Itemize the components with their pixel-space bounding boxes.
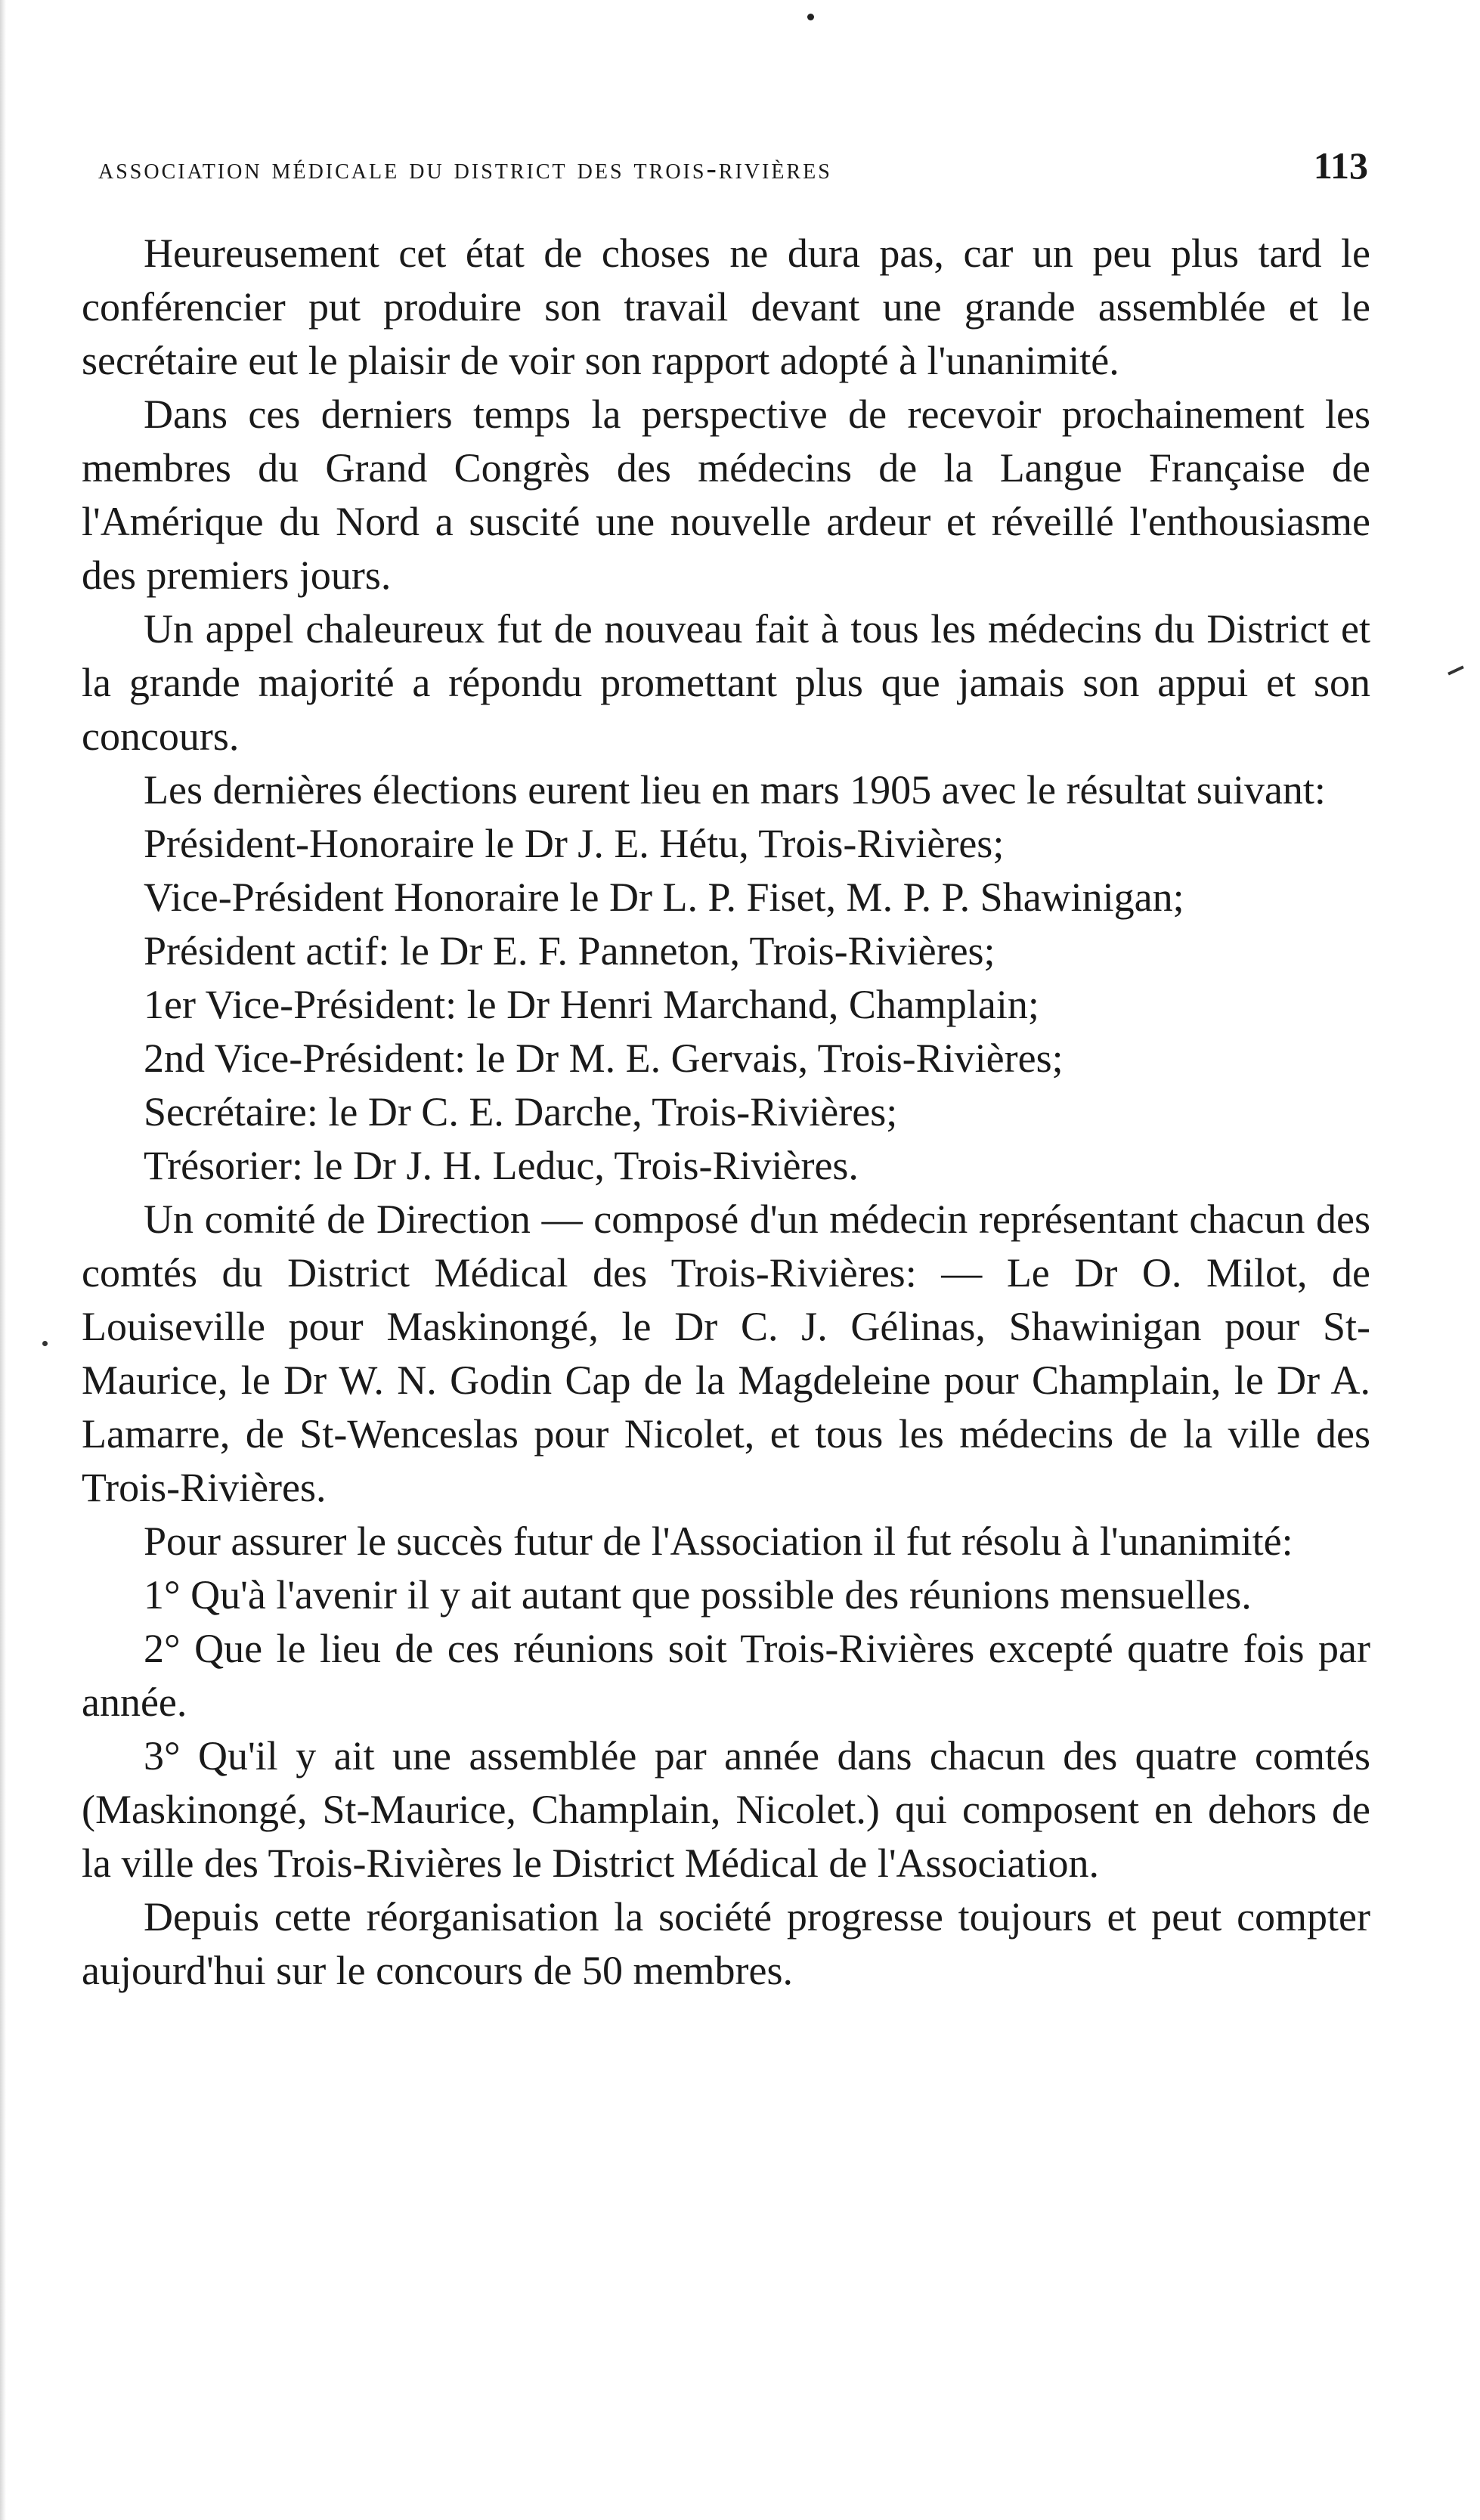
print-speck [42,1341,48,1346]
officer-entry: Secrétaire: le Dr C. E. Darche, Trois-Rivières; [144,1089,898,1135]
officer-entry: Trésorier: le Dr J. H. Leduc, Trois-Rivières. [144,1143,859,1188]
officer-entry: 2nd Vice-Président: le Dr M. E. Gervais, Trois-Rivières; [144,1036,1064,1081]
page-edge-shadow [0,0,6,2520]
committee-paragraph: Un comité de Direction — composé d'un médecin représentant chacun des comtés du District Médical des Trois-Rivières: — Le Dr O. Milot, de Louiseville pour Maskinongé, le Dr C. J. Gélinas, Shawinigan pour St-Maurice, le Dr W. N. Godin Cap de la Magdeleine pour Champlain, le Dr A. Lamarre, de St-Wenceslas pour Nicolet, et tous les médecins de la ville des Trois-Rivières. [82,1197,1370,1510]
running-title: association médicale du district des trois-rivières [98,151,832,185]
resolution-intro: Pour assurer le succès futur de l'Association il fut résolu à l'unanimité: [144,1519,1293,1564]
running-head [98,144,1368,189]
margin-mark [1447,666,1464,676]
resolution-item: 1° Qu'à l'avenir il y ait autant que possible des réunions mensuelles. [144,1572,1252,1618]
paragraph: Heureusement cet état de choses ne dura pas, car un peu plus tard le conférencier put produire son travail devant une grande assemblée et le secrétaire eut le plaisir de voir son rapport adopté à l'unanimité. [82,231,1370,383]
closing-paragraph: Depuis cette réorganisation la société progresse toujours et peut compter aujourd'hui sur le concours de 50 membres. [82,1894,1370,1993]
officer-entry: 1er Vice-Président: le Dr Henri Marchand, Champlain; [144,982,1039,1027]
officer-entry: Président-Honoraire le Dr J. E. Hétu, Trois-Rivières; [144,821,1005,866]
resolution-item: 2° Que le lieu de ces réunions soit Trois-Rivières excepté quatre fois par année. [82,1626,1370,1725]
body-text [82,227,1370,1998]
officer-entry: Président actif: le Dr E. F. Panneton, Trois-Rivières; [144,928,995,974]
paragraph: Un appel chaleureux fut de nouveau fait à tous les médecins du District et la grande majorité a répondu promettant plus que jamais son appui et son concours. [82,606,1370,759]
paragraph: Les dernières élections eurent lieu en mars 1905 avec le résultat suivant: [144,767,1326,813]
paragraph: Dans ces derniers temps la perspective de recevoir prochainement les membres du Grand Congrès des médecins de la Langue Française de l'Amérique du Nord a suscité une nouvelle ardeur et réveillé l'enthousiasme des premiers jours. [82,392,1370,598]
resolution-item: 3° Qu'il y ait une assemblée par année dans chacun des quatre comtés (Maskinongé, St-Maurice, Champlain, Nicolet.) qui composent en dehors de la ville des Trois-Rivières le District Médical de l'Association. [82,1733,1370,1886]
page-number: 113 [1313,144,1368,187]
print-speck [807,14,814,20]
officer-entry: Vice-Président Honoraire le Dr L. P. Fiset, M. P. P. Shawinigan; [144,875,1184,920]
